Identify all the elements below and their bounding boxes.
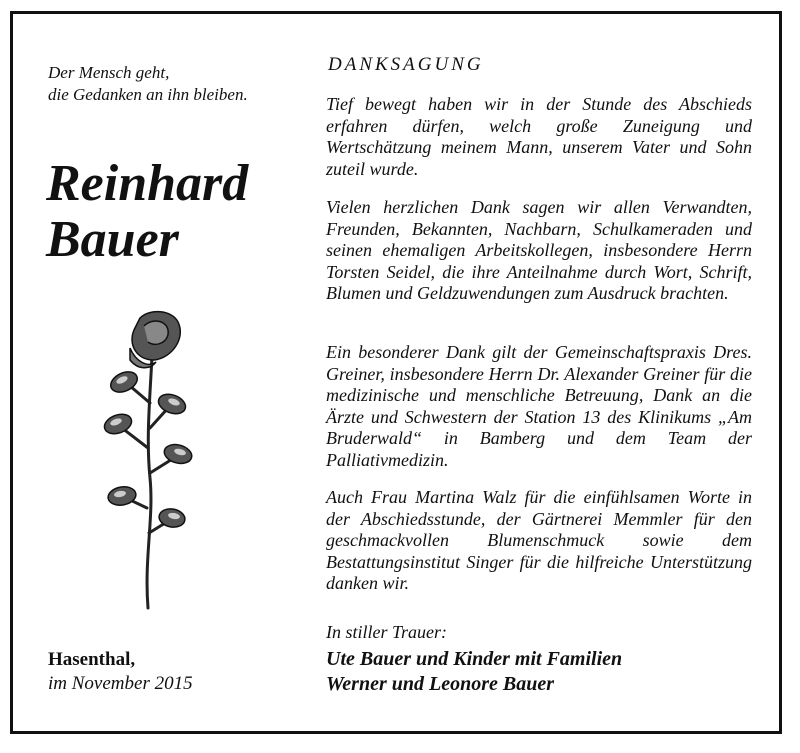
date: im November 2015 [48,673,193,694]
rose-icon [100,308,200,620]
paragraph-4: Auch Frau Martina Walz für die einfühlsamen Worte in der Abschiedsstunde, der Gärtnerei Memmler für den geschmackvollen Blumenschmuck sowie dem Bestattungsinstitut Singer für die hilfreiche Unterstützung danken wir. [326,487,752,593]
paragraph-1: Tief bewegt haben wir in der Stunde des Abschieds erfahren dürfen, welch große Zuneigung und Wertschätzung meinem Mann, unserem Vater und Sohn zuteil wurde. [326,94,752,179]
last-name: Bauer [46,211,179,268]
place: Hasenthal, [48,649,136,670]
paragraph-2: Vielen herzlichen Dank sagen wir allen Verwandten, Freunden, Bekannten, Nachbarn, Schulkameraden und seinen ehemaligen Arbeitskollegen, insbesondere Herrn Torsten Seidel, die ihre Anteilnahme durch Wort, Schrift, Blumen und Geldzuwendungen zum Ausdruck brachten. [326,197,752,303]
paragraph-3: Ein besonderer Dank gilt der Gemeinschaftspraxis Dres. Greiner, insbesondere Herrn Dr. Alexander Greiner für die medizinische und menschliche Betreuung, Dank an die Ärzte und Schwestern der Station 13 des Klinikums „Am Bruderwald“ in Bamberg und dem Team der Palliativmedizin. [326,342,752,470]
title: DANKSAGUNG [328,54,484,75]
place-date [48,648,308,696]
motto [48,62,308,106]
signer-1: Ute Bauer und Kinder mit Familien [326,648,623,670]
mourning-label: In stiller Trauer: [326,622,448,642]
deceased-name [46,156,306,268]
motto-line-2: die Gedanken an ihn bleiben. [48,85,248,104]
signers [326,647,756,697]
signer-2: Werner und Leonore Bauer [326,673,554,695]
first-name: Reinhard [46,155,249,212]
motto-line-1: Der Mensch geht, [48,63,170,82]
